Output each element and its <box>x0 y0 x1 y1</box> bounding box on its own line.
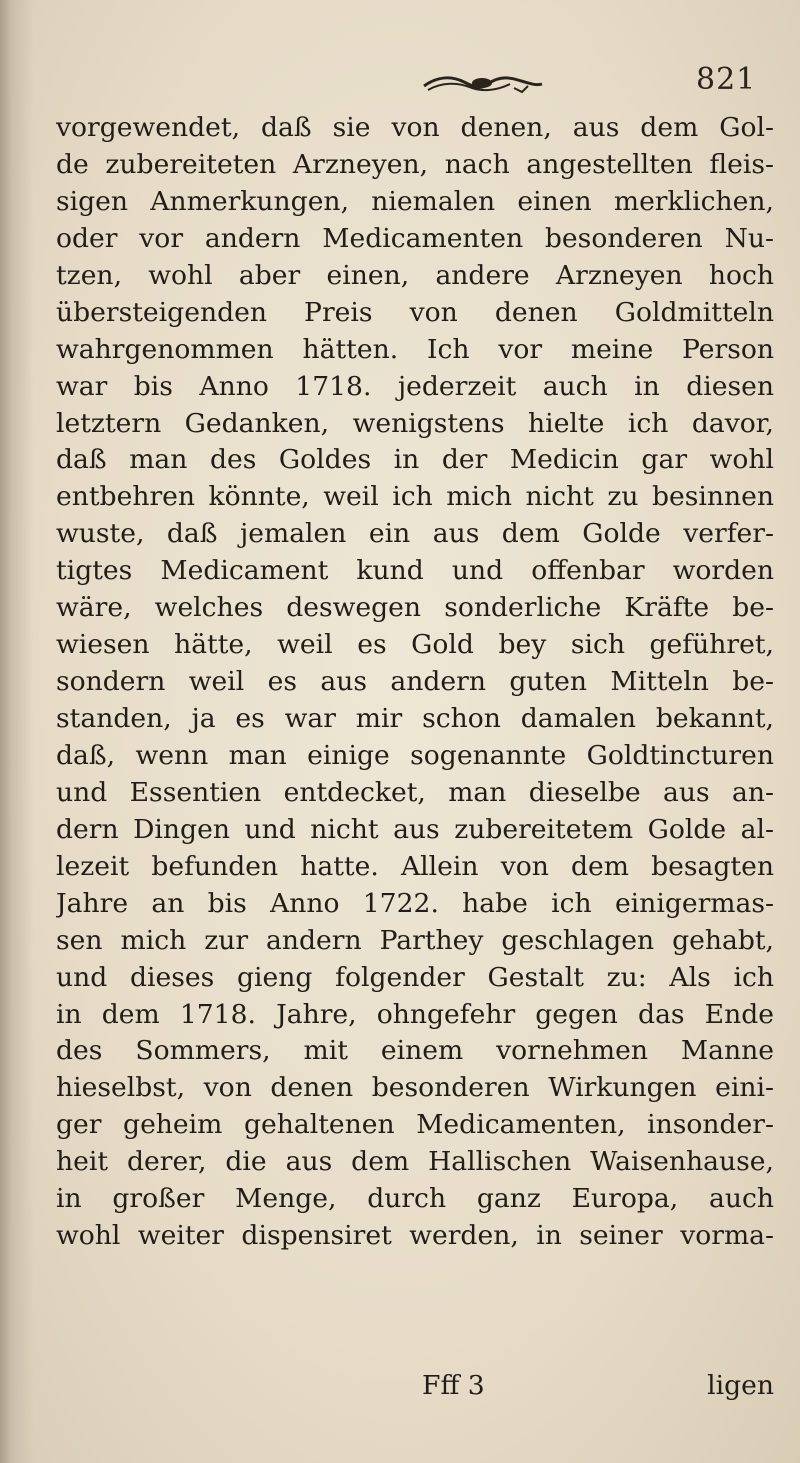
text-line: lezeit befunden hatte. Allein von dem besagten <box>56 850 774 882</box>
text-line: tzen, wohl aber einen, andere Arzneyen hoch <box>56 259 774 291</box>
text-line: daß, wenn man einige sogenannte Goldtincturen <box>56 739 774 771</box>
header-ornament-icon <box>418 70 548 96</box>
text-line: wiesen hätte, weil es Gold bey sich geführet, <box>56 629 774 661</box>
text-line: Jahre an bis Anno 1722. habe ich einigermas- <box>56 887 774 919</box>
text-line: letztern Gedanken, wenigstens hielte ich davor, <box>56 407 774 439</box>
text-line: standen, ja es war mir schon damalen bekannt, <box>56 703 774 734</box>
text-line: oder vor andern Medicamenten besonderen Nu- <box>56 222 774 254</box>
text-line: vorgewendet, daß sie von denen, aus dem Gol- <box>56 112 774 143</box>
page-footer <box>56 1370 774 1410</box>
catchword: ligen <box>707 1370 774 1401</box>
text-line: und dieses gieng folgender Gestalt zu: Als ich <box>56 961 774 993</box>
signature-mark: Fff 3 <box>422 1370 485 1401</box>
text-line: wohl weiter dispensiret werden, in seiner vorma- <box>56 1220 774 1252</box>
text-line: sigen Anmerkungen, niemalen einen merklichen, <box>56 185 774 217</box>
text-line: übersteigenden Preis von denen Goldmitteln <box>56 296 774 328</box>
text-line: in großer Menge, durch ganz Europa, auch <box>56 1183 774 1215</box>
text-line: hieselbst, von denen besonderen Wirkungen eini- <box>56 1072 774 1104</box>
binding-shadow <box>0 0 34 1463</box>
page-number: 821 <box>696 62 757 97</box>
text-line: tigtes Medicament kund und offenbar worden <box>56 555 774 587</box>
text-line: ger geheim gehaltenen Medicamenten, insonder- <box>56 1109 774 1141</box>
text-line: entbehren könnte, weil ich mich nicht zu besinnen <box>56 481 774 513</box>
text-line: sen mich zur andern Parthey geschlagen gehabt, <box>56 924 774 956</box>
text-line: de zubereiteten Arzneyen, nach angestellten fleis- <box>56 148 774 180</box>
text-line: daß man des Goldes in der Medicin gar wohl <box>56 444 774 476</box>
text-line: in dem 1718. Jahre, ohngefehr gegen das Ende <box>56 998 774 1030</box>
text-line: wahrgenommen hätten. Ich vor meine Person <box>56 333 774 365</box>
text-line: wuste, daß jemalen ein aus dem Golde verfer- <box>56 518 774 550</box>
text-line: war bis Anno 1718. jederzeit auch in diesen <box>56 370 774 402</box>
text-line: und Essentien entdecket, man dieselbe aus an- <box>56 776 774 808</box>
text-line: heit derer, die aus dem Hallischen Waisenhause, <box>56 1146 774 1178</box>
text-line: dern Dingen und nicht aus zubereitetem Golde al- <box>56 813 774 845</box>
text-line: wäre, welches deswegen sonderliche Kräfte be- <box>56 592 774 624</box>
body-text <box>56 110 774 1255</box>
text-line: sondern weil es aus andern guten Mitteln be- <box>56 666 774 698</box>
text-line: des Sommers, mit einem vornehmen Manne <box>56 1035 774 1067</box>
